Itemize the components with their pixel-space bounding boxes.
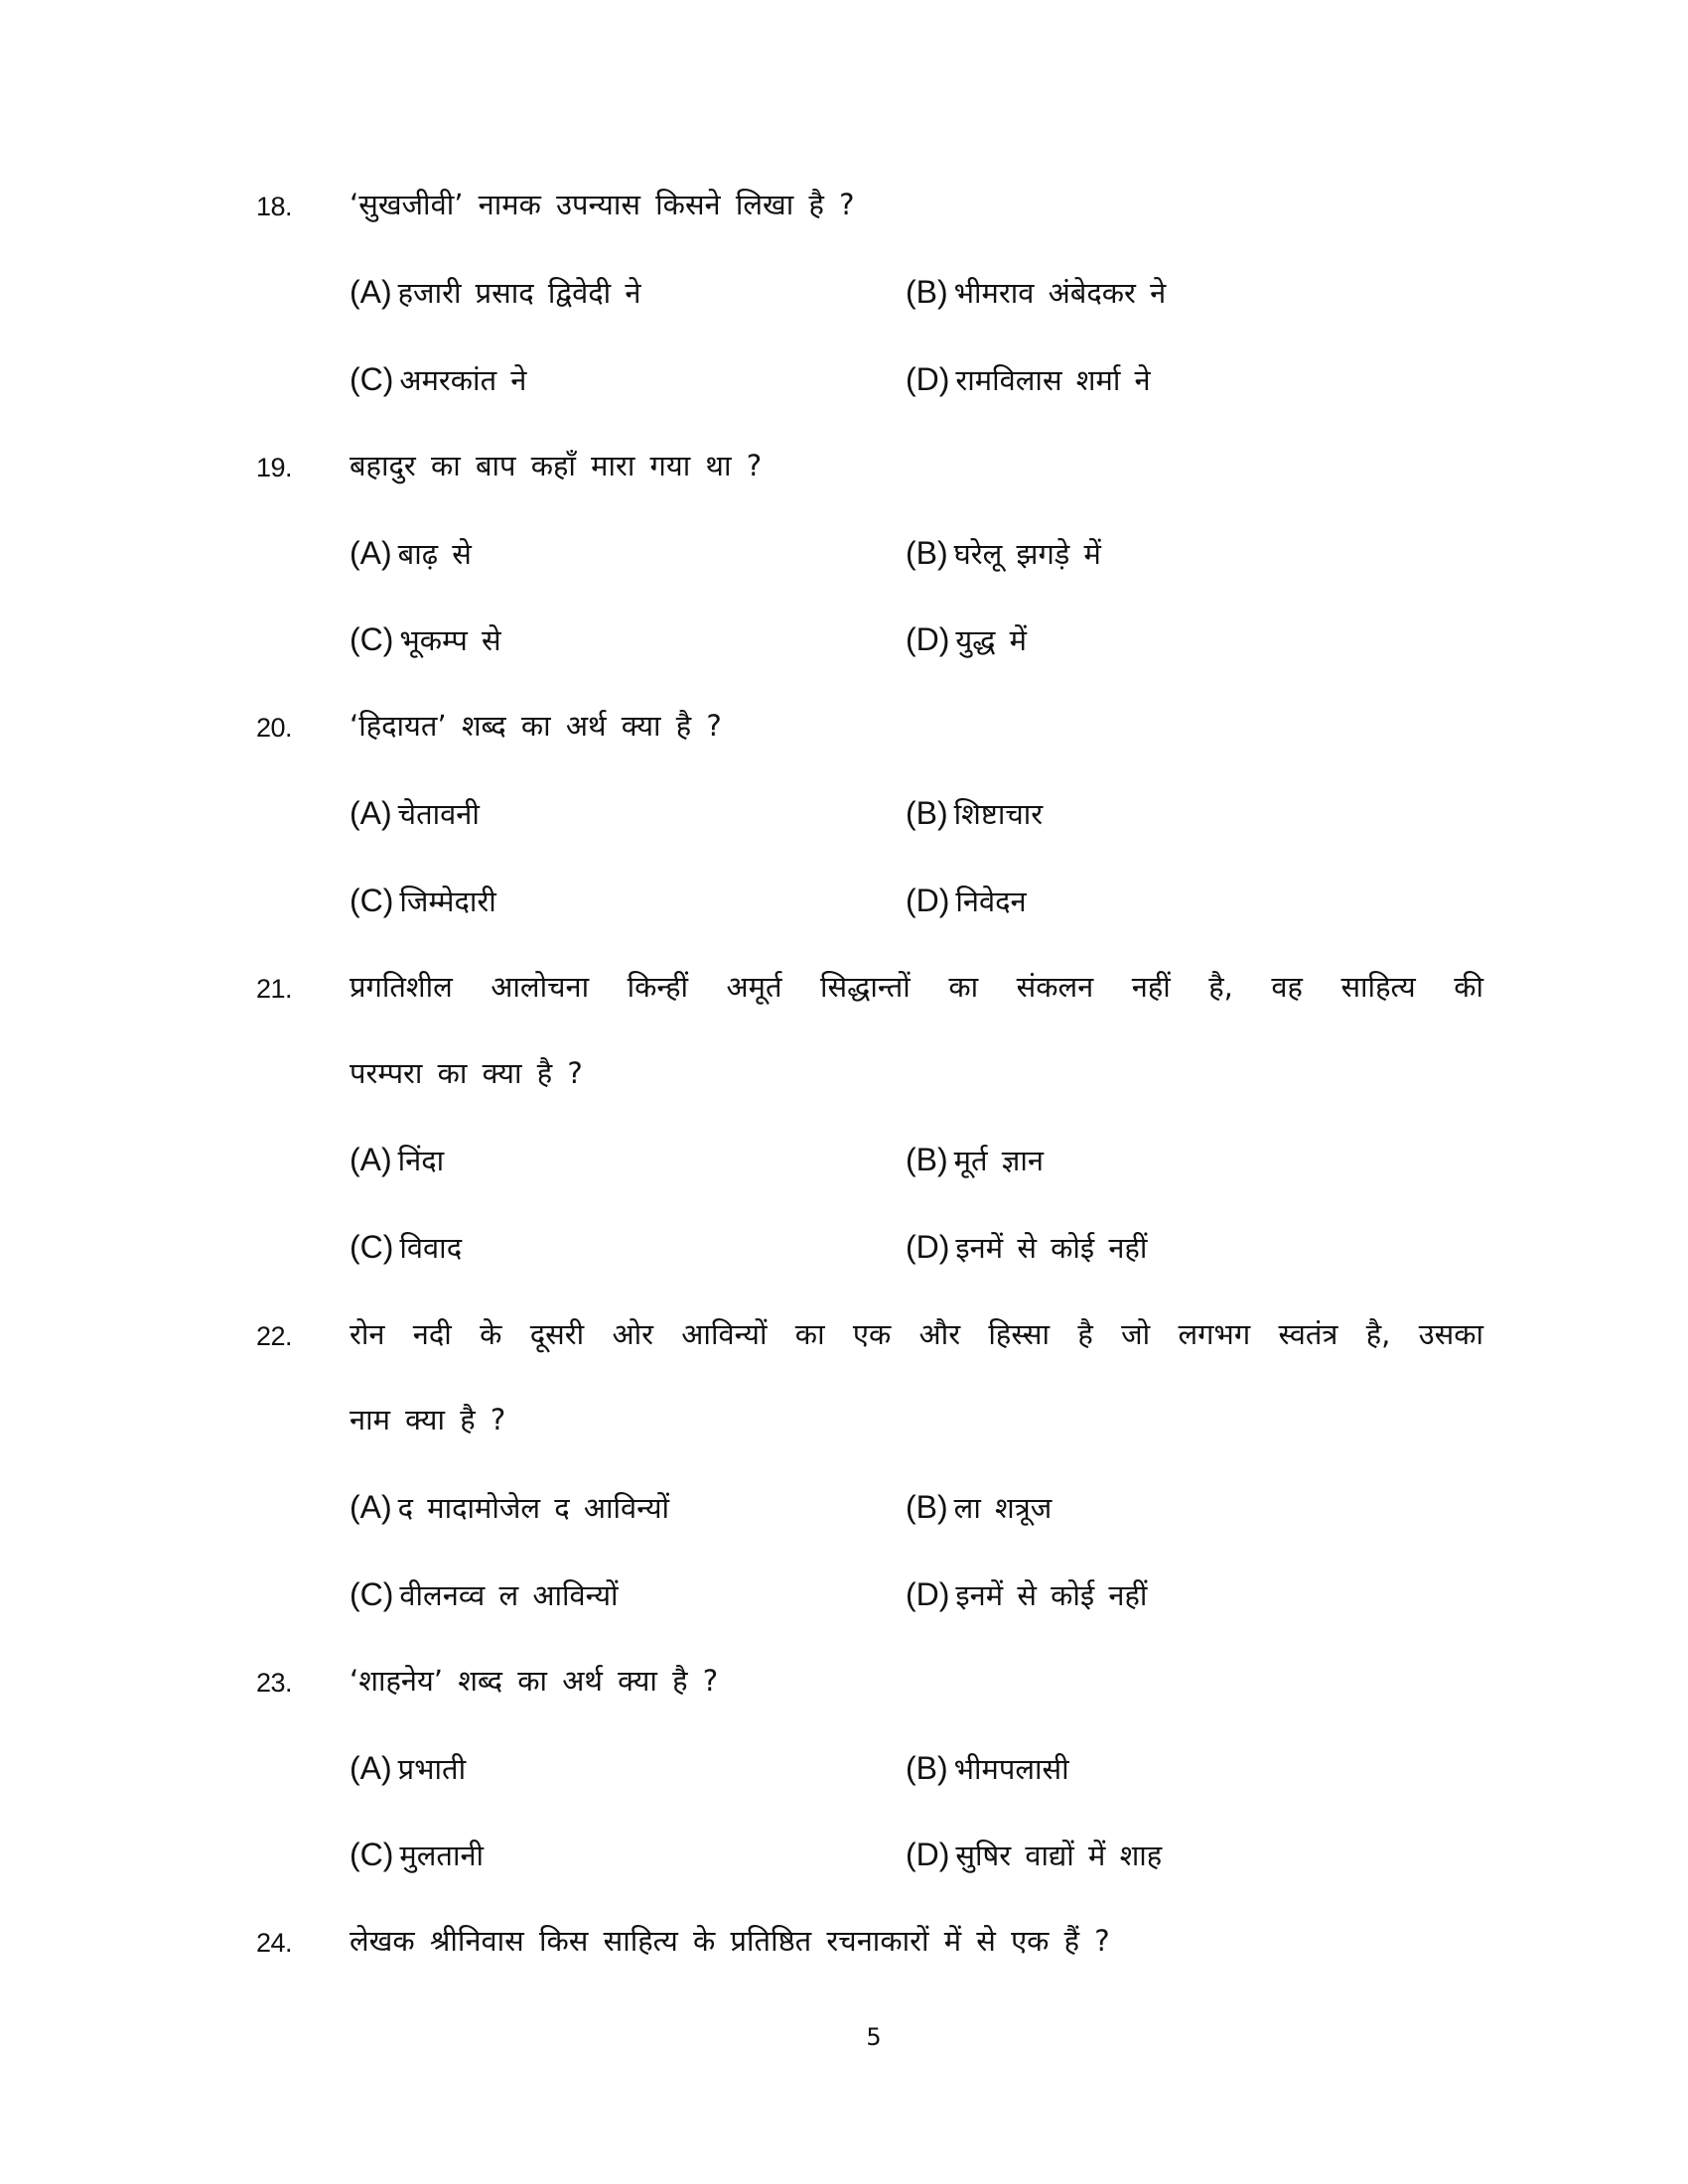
option-b <box>906 793 1043 834</box>
question-number: 18. <box>256 192 293 221</box>
question-number: 21. <box>256 974 293 1004</box>
option-text: सुषिर वाद्यों में शाह <box>955 1839 1163 1872</box>
option-label: (D) <box>906 621 950 657</box>
option-text: जिम्मेदारी <box>399 885 496 918</box>
option-label: (A) <box>350 1750 392 1786</box>
option-text: भीमराव अंबेदकर ने <box>953 276 1167 310</box>
option-d <box>906 359 1151 400</box>
option-text: हजारी प्रसाद द्विवेदी ने <box>397 276 641 310</box>
option-text: भीमपलासी <box>953 1752 1069 1786</box>
question-text: ‘हिदायत’ शब्द का अर्थ क्या है ? <box>350 709 722 743</box>
option-c <box>350 1574 619 1615</box>
option-label: (C) <box>350 883 394 918</box>
option-text: प्रभाती <box>397 1752 467 1786</box>
option-text: भूकम्प से <box>399 623 501 657</box>
option-b <box>906 533 1101 574</box>
option-c <box>350 881 496 921</box>
question-text: लेखक श्रीनिवास किस साहित्य के प्रतिष्ठित रचनाकारों में से एक हैं ? <box>350 1924 1110 1958</box>
option-label: (A) <box>350 795 392 831</box>
option-label: (A) <box>350 535 392 571</box>
option-label: (A) <box>350 1489 392 1525</box>
question-text: ‘सुखजीवी’ नामक उपन्यास किसने लिखा है ? <box>350 188 855 221</box>
option-c <box>350 359 526 400</box>
option-text: मूर्त ज्ञान <box>953 1144 1044 1177</box>
question-number: 24. <box>256 1928 293 1958</box>
option-text: अमरकांत ने <box>399 363 527 397</box>
option-text: शिष्टाचार <box>953 797 1044 831</box>
option-label: (C) <box>350 1229 394 1265</box>
option-text: निवेदन <box>955 885 1027 918</box>
option-a <box>350 272 640 313</box>
question-text-line-2: परम्परा का क्या है ? <box>350 1056 583 1090</box>
question-number: 22. <box>256 1321 293 1351</box>
option-d <box>906 881 1027 921</box>
option-label: (D) <box>906 1837 950 1872</box>
question-text: ‘शाहनेय’ शब्द का अर्थ क्या है ? <box>350 1664 719 1698</box>
option-label: (B) <box>906 1142 948 1177</box>
option-text: विवाद <box>399 1231 463 1265</box>
option-a <box>350 1140 444 1180</box>
option-b <box>906 1487 1052 1528</box>
option-text: इनमें से कोई नहीं <box>955 1578 1148 1612</box>
option-label: (C) <box>350 621 394 657</box>
option-label: (C) <box>350 1576 394 1612</box>
option-a <box>350 1487 669 1528</box>
option-label: (B) <box>906 1489 948 1525</box>
option-text: बाढ़ से <box>397 537 472 571</box>
option-label: (A) <box>350 1142 392 1177</box>
option-d <box>906 1835 1162 1875</box>
question-text-line-1: प्रगतिशील आलोचना किन्हीं अमूर्त सिद्धान्तों का संकलन नहीं है, वह साहित्य की <box>350 970 1483 1004</box>
question-number: 20. <box>256 713 293 743</box>
option-text: द मादामोजेल द आविन्यों <box>397 1491 670 1525</box>
option-text: ला शत्रूज <box>953 1491 1053 1525</box>
option-b <box>906 1748 1069 1789</box>
option-label: (B) <box>906 535 948 571</box>
option-a <box>350 533 472 574</box>
option-label: (B) <box>906 274 948 310</box>
question-text-line-2: नाम क्या है ? <box>350 1403 506 1436</box>
option-label: (D) <box>906 361 950 397</box>
option-d <box>906 1574 1147 1615</box>
option-label: (C) <box>350 1837 394 1872</box>
question-text: बहादुर का बाप कहाँ मारा गया था ? <box>350 449 763 482</box>
option-label: (D) <box>906 1576 950 1612</box>
option-label: (D) <box>906 883 950 918</box>
option-text: घरेलू झगड़े में <box>953 537 1101 571</box>
option-text: युद्ध में <box>955 623 1027 657</box>
option-text: चेतावनी <box>397 797 480 831</box>
option-c <box>350 1227 462 1268</box>
page-number: 5 <box>866 2023 882 2051</box>
option-label: (B) <box>906 1750 948 1786</box>
question-number: 23. <box>256 1668 293 1698</box>
option-label: (D) <box>906 1229 950 1265</box>
option-label: (B) <box>906 795 948 831</box>
option-a <box>350 1748 466 1789</box>
option-text: इनमें से कोई नहीं <box>955 1231 1148 1265</box>
option-b <box>906 1140 1044 1180</box>
option-c <box>350 1835 484 1875</box>
option-text: निंदा <box>397 1144 445 1177</box>
option-b <box>906 272 1166 313</box>
option-text: रामविलास शर्मा ने <box>955 363 1151 397</box>
option-c <box>350 619 501 660</box>
option-d <box>906 1227 1147 1268</box>
question-text-line-1: रोन नदी के दूसरी ओर आविन्यों का एक और हिस्सा है जो लगभग स्वतंत्र है, उसका <box>350 1317 1483 1351</box>
option-label: (A) <box>350 274 392 310</box>
question-number: 19. <box>256 453 293 482</box>
option-text: वीलनव्व ल आविन्यों <box>399 1578 619 1612</box>
option-text: मुलतानी <box>399 1839 485 1872</box>
option-d <box>906 619 1027 660</box>
option-a <box>350 793 480 834</box>
option-label: (C) <box>350 361 394 397</box>
